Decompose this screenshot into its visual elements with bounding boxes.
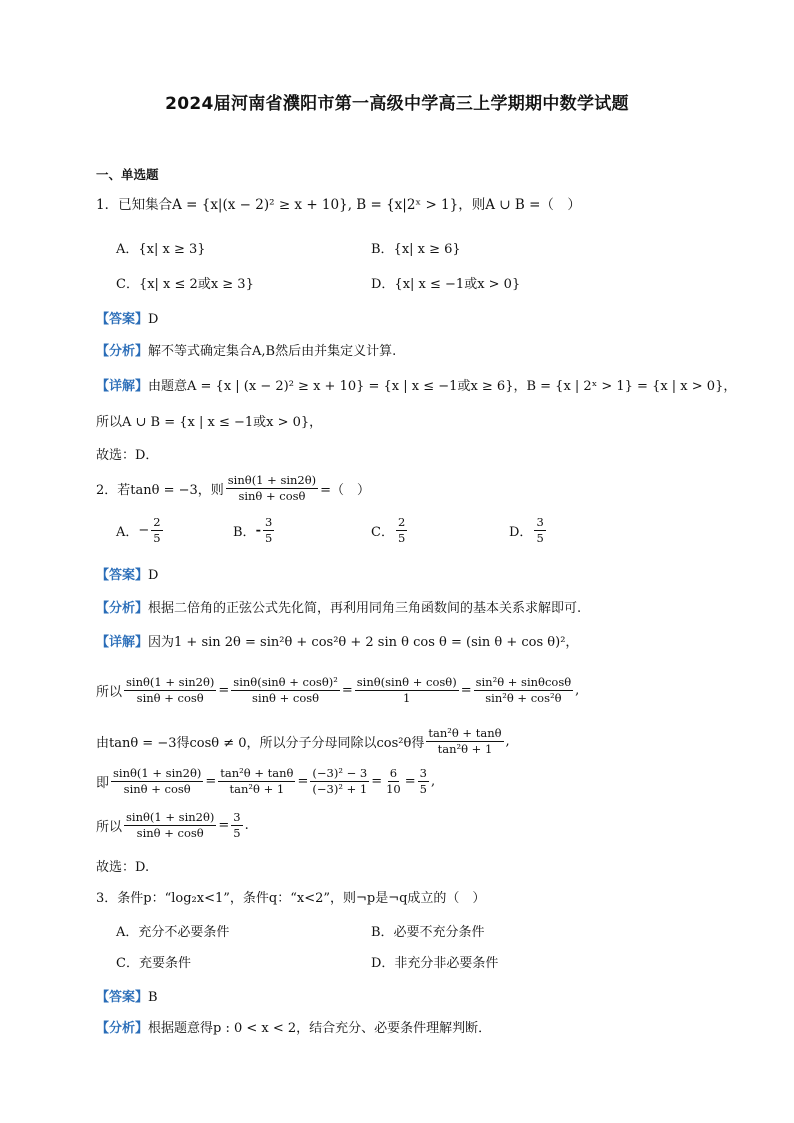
q1-analysis-line <box>96 340 396 359</box>
frac-den: sinθ + cosθ <box>252 691 320 706</box>
frac-num: tan²θ + tanθ <box>426 727 503 742</box>
q2-detail: 因为1 + sin 2θ = sin²θ + cos²θ + 2 sin θ cos θ = (sin θ + cos θ)²， <box>148 635 579 650</box>
frac-den: 5 <box>264 531 273 546</box>
q1-option-c: C．{x| x ≤ 2或x ≥ 3} <box>116 277 254 292</box>
q2-derivation-2: 由tanθ = −3得cosθ ≠ 0，所以分子分母同除以cos²θ得 $\frac{\text{tan²θ + tanθ}}{\text{tan²θ + 1}}$ , <box>96 726 510 757</box>
q1-analysis: 解不等式确定集合A,B然后由并集定义计算. <box>148 344 397 359</box>
fraction <box>124 811 216 840</box>
frac-num: 2 <box>151 516 162 531</box>
frac-den: 5 <box>397 531 406 546</box>
frac-den: 1 <box>403 691 411 706</box>
answer-label: 【答案】 <box>96 568 149 583</box>
page-title: 2024届河南省濮阳市第一高级中学高三上学期期中数学试题 <box>165 94 629 114</box>
q3-answer-line <box>96 986 158 1005</box>
q2-stem-tail: =（ ） <box>320 483 371 499</box>
frac-den: (−3)² + 1 <box>312 782 368 797</box>
q2-option-b <box>233 516 276 545</box>
frac-num: sinθ(1 + sin2θ) <box>111 767 203 782</box>
option-letter: B． <box>233 525 256 541</box>
frac-num: sinθ(1 + sin2θ) <box>226 474 318 489</box>
fraction <box>231 811 242 840</box>
fraction <box>124 676 216 705</box>
frac-den: tan²θ + 1 <box>437 742 493 757</box>
option-sign: − <box>138 523 150 539</box>
q1-answer: D <box>148 312 159 327</box>
q2-detail-line <box>96 631 578 650</box>
frac-den: 5 <box>233 826 241 841</box>
frac-num: 6 <box>388 767 399 782</box>
q3-option-b: B．必要不充分条件 <box>371 925 485 940</box>
option-letter: D． <box>509 525 533 541</box>
q1-detail2: 所以A ∪ B = {x | x ≤ −1或x > 0}， <box>96 415 323 430</box>
frac-num: sin²θ + sinθcosθ <box>474 676 574 691</box>
frac-den: sinθ + cosθ <box>136 691 204 706</box>
frac-den: sinθ + cosθ <box>136 826 204 841</box>
option-letter: A． <box>116 525 139 541</box>
option-letter: C． <box>371 525 394 541</box>
q1-answer-line <box>96 308 158 327</box>
answer-label: 【答案】 <box>96 312 149 327</box>
fraction <box>111 767 203 796</box>
q2-derivation-1: 所以 $\frac{\sin\theta(1 + \sin 2\theta)}{\sin\theta + \cos\theta}$ = $\frac{\text{sinθ(sinθ + cosθ)²}}{\sin\theta + \cos\theta}$ = $\frac{\sin\theta(\sin\theta + \cos\theta)}{1}$ = $\frac{\text{sin²θ + sinθcosθ}}{\text{sin²θ + cos²θ}}$ , <box>96 675 580 706</box>
q3-option-a: A．充分不必要条件 <box>116 925 230 940</box>
frac-den: sin²θ + cos²θ <box>485 691 562 706</box>
fraction <box>418 767 429 796</box>
frac-num: sinθ(sinθ + cosθ) <box>355 676 459 691</box>
frac-num: (−3)² − 3 <box>310 767 369 782</box>
q1-detail-line <box>96 375 736 394</box>
q2-option-a <box>116 516 165 545</box>
line-prefix: 即 <box>96 776 110 792</box>
q3-option-d: D．非充分非必要条件 <box>371 956 499 971</box>
frac-num: sinθ(1 + sin2θ) <box>124 811 216 826</box>
frac-num: 2 <box>396 516 407 531</box>
q3-option-c: C．充要条件 <box>116 956 191 971</box>
q2-stem <box>96 474 370 503</box>
fraction <box>218 767 295 796</box>
q2-analysis: 根据二倍角的正弦公式先化简，再利用同角三角函数间的基本关系求解即可. <box>148 601 582 616</box>
frac-den: sinθ + cosθ <box>238 489 306 504</box>
frac-num: tan²θ + tanθ <box>218 767 295 782</box>
detail-label: 【详解】 <box>96 379 149 394</box>
q2-option-d <box>509 516 548 545</box>
q2-analysis-line <box>96 597 581 616</box>
fraction <box>310 767 369 796</box>
q2-stem-fraction <box>226 474 318 503</box>
q2-choose: 故选：D. <box>96 860 150 875</box>
answer-label: 【答案】 <box>96 990 149 1005</box>
q3-analysis-line <box>96 1017 491 1036</box>
frac-den: tan²θ + 1 <box>229 782 285 797</box>
q1-option-d: D．{x| x ≤ −1或x > 0} <box>371 277 521 292</box>
fraction <box>384 767 403 796</box>
fraction <box>426 727 503 756</box>
frac-num: sinθ(sinθ + cosθ)² <box>231 676 340 691</box>
q2-option-c <box>371 516 409 545</box>
detail-label: 【详解】 <box>96 635 149 650</box>
analysis-label: 【分析】 <box>96 344 149 359</box>
frac-num: sinθ(1 + sin2θ) <box>124 676 216 691</box>
line-prefix: 由tanθ = −3得cosθ ≠ 0，所以分子分母同除以cos²θ得 <box>96 736 425 752</box>
frac-num: 3 <box>418 767 429 782</box>
option-fraction <box>263 516 274 545</box>
frac-num: 3 <box>231 811 242 826</box>
q3-stem: 3．条件p：“log₂x<1”，条件q：“x<2”，则¬p是¬q成立的（ ） <box>96 891 486 906</box>
q2-answer-line <box>96 564 158 583</box>
analysis-label: 【分析】 <box>96 1021 149 1036</box>
fraction <box>231 676 340 705</box>
frac-num: 3 <box>263 516 274 531</box>
q1-option-a: A．{x| x ≥ 3} <box>116 242 206 257</box>
option-fraction <box>534 516 545 545</box>
q1-stem: 1．已知集合A = {x|(x − 2)² ≥ x + 10}, B = {x|2ˣ > 1}，则A ∪ B =（ ） <box>96 197 581 213</box>
line-prefix: 所以 <box>96 820 123 836</box>
fraction <box>474 676 574 705</box>
option-fraction <box>396 516 407 545</box>
option-fraction <box>151 516 162 545</box>
fraction <box>355 676 459 705</box>
analysis-label: 【分析】 <box>96 601 149 616</box>
frac-den: 5 <box>153 531 161 546</box>
frac-den: sinθ + cosθ <box>123 782 191 797</box>
q2-derivation-3: 即 $\frac{\sin\theta(1 + \sin 2\theta)}{\sin\theta + \cos\theta}$ = $\frac{\text{tan²θ + tanθ}}{\text{tan²θ + 1}}$ = $\frac{\text{(−3)² − 3}}{\text{(−3)² + 1}}$ = $\frac{6}{10}$ = $\frac{3}{5}$ , <box>96 766 436 797</box>
q1-detail: 由题意A = {x | (x − 2)² ≥ x + 10} = {x | x ≤ −1或x ≥ 6}，B = {x | 2ˣ > 1} = {x | x > 0}， <box>148 379 737 394</box>
frac-den: 5 <box>536 531 544 546</box>
frac-den: 5 <box>419 782 427 797</box>
q2-derivation-4: 所以 $\frac{\sin\theta(1 + \sin 2\theta)}{\sin\theta + \cos\theta}$ = $\frac{3}{5}$ . <box>96 810 249 841</box>
q2-answer: D <box>148 568 159 583</box>
frac-num: 3 <box>534 516 545 531</box>
q1-option-b: B．{x| x ≥ 6} <box>371 242 461 257</box>
option-sign: - <box>255 523 261 539</box>
frac-den: 10 <box>386 782 401 797</box>
q1-choose: 故选：D． <box>96 448 159 463</box>
q3-analysis: 根据题意得p : 0 < x < 2，结合充分、必要条件理解判断． <box>148 1021 492 1036</box>
line-prefix: 所以 <box>96 685 123 701</box>
q3-answer: B <box>148 990 158 1005</box>
q2-stem-text: 2．若tanθ = −3，则 <box>96 483 224 499</box>
section-heading: 一、单选题 <box>96 167 159 182</box>
